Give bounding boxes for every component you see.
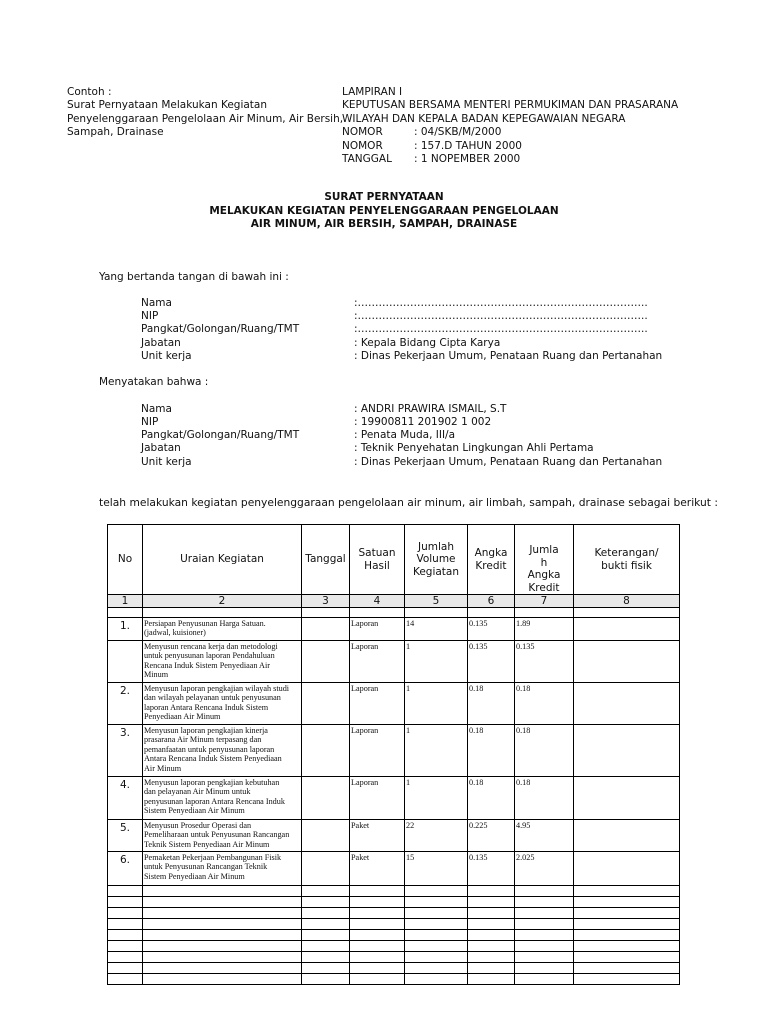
empty-cell [574,930,680,941]
empty-cell [574,897,680,908]
header-left-line: Sampah, Drainase [67,126,164,139]
field-value: : Teknik Penyehatan Lingkungan Ahli Pertama [354,442,594,454]
header-line: Kredit [475,559,507,572]
empty-cell [108,908,143,919]
table-header-row [108,525,680,595]
field-label: Pangkat/Golongan/Ruang/TMT [141,429,300,441]
keterangan-cell [574,641,680,683]
header-line: Volume [416,553,456,566]
header-line: Uraian Kegiatan [180,553,264,566]
keterangan-cell [574,852,680,886]
keputusan-line: KEPUTUSAN BERSAMA MENTERI PERMUKIMAN DAN PRASARANA [342,99,679,112]
jumlah-cell: 0.18 [515,683,574,725]
empty-cell [405,608,468,618]
empty-rows [108,886,680,985]
empty-cell [515,952,574,963]
column-number-row [108,595,680,608]
empty-cell [302,941,350,952]
keputusan-line: WILAYAH DAN KEPALA BADAN KEPEGAWAIAN NEGARA [342,112,626,125]
volume-cell: 1 [405,683,468,725]
empty-cell [515,963,574,974]
title-line: MELAKUKAN KEGIATAN PENYELENGGARAAN PENGELOLAAN [209,204,559,217]
lampiran-label: LAMPIRAN I [342,86,403,98]
empty-row [108,886,680,897]
row-number: 1. [108,618,143,641]
empty-row [108,919,680,930]
empty-cell [302,974,350,985]
empty-cell [350,908,405,919]
empty-cell [468,974,515,985]
header-right [342,86,678,166]
empty-cell [302,886,350,897]
empty-cell [108,941,143,952]
empty-cell [350,886,405,897]
empty-cell [468,941,515,952]
ref-value: : 157.D TAHUN 2000 [414,139,522,152]
jumlah-cell: 0.135 [515,641,574,683]
jumlah-cell: 4.95 [515,820,574,852]
uraian-cell: Persiapan Penyusunan Harga Satuan. (jadwal, kuisioner) [143,618,302,641]
spacer-row [108,608,680,618]
volume-cell: 15 [405,852,468,886]
ref-value: : 04/SKB/M/2000 [414,126,502,139]
empty-cell [143,897,302,908]
field-label: Jabatan [141,337,181,349]
header-line: Tanggal [305,553,346,566]
empty-cell [350,930,405,941]
field-value: :……………………………………………………………………….. [354,297,648,309]
empty-cell [468,608,515,618]
satuan-cell: Laporan [350,641,405,683]
header-tanggal [302,525,350,595]
empty-cell [574,608,680,618]
empty-cell [143,941,302,952]
header-volume [405,525,468,595]
tanggal-cell [302,852,350,886]
empty-cell [302,919,350,930]
empty-cell [108,897,143,908]
column-number: 4 [350,595,405,608]
field-value: : 19900811 201902 1 002 [354,416,492,428]
header-angka [468,525,515,595]
title-line: AIR MINUM, AIR BERSIH, SAMPAH, DRAINASE [250,218,518,230]
angka-cell: 0.135 [468,618,515,641]
empty-cell [515,930,574,941]
empty-cell [302,908,350,919]
empty-cell [405,974,468,985]
field-value: : ANDRI PRAWIRA ISMAIL, S.T [354,403,507,415]
empty-cell [468,919,515,930]
field-label: NIP [141,416,159,428]
empty-row [108,974,680,985]
nomor-row [342,140,678,153]
keterangan-cell [574,683,680,725]
header-satuan [350,525,405,595]
empty-cell [108,930,143,941]
field-label: Nama [141,403,172,415]
header-line: h [540,556,548,569]
empty-cell [574,952,680,963]
activities-table [107,524,680,985]
satuan-cell: Paket [350,820,405,852]
document-title [0,191,768,232]
empty-cell [405,952,468,963]
intro-text: Yang bertanda tangan di bawah ini : [99,271,289,283]
empty-cell [515,608,574,618]
empty-cell [405,941,468,952]
table-row [108,852,680,886]
empty-cell [405,963,468,974]
header-jumlah [515,525,574,595]
empty-cell [515,897,574,908]
empty-cell [108,963,143,974]
empty-cell [468,930,515,941]
uraian-cell: Menyusun rencana kerja dan metodologi untuk penyusunan laporan Pendahuluan Rencana Induk Sistem Penyediaan Air Minum [143,641,302,683]
empty-cell [515,941,574,952]
column-number: 8 [574,595,680,608]
header-line: No [117,553,133,566]
table-row [108,641,680,683]
header-left-line: Penyelenggaraan Pengelolaan Air Minum, Air Bersih, [67,112,344,125]
uraian-cell: Menyusun laporan pengkajian kinerja prasarana Air Minum terpasang dan pemanfaatan untuk penyusunan laporan Antara Rencana Induk Sistem Penyediaan Air Minum [143,725,302,777]
row-number [108,641,143,683]
empty-cell [302,952,350,963]
header-line: Kredit [528,581,560,594]
empty-cell [574,908,680,919]
empty-cell [143,974,302,985]
table-row [108,725,680,777]
row-number: 6. [108,852,143,886]
volume-cell: 1 [405,777,468,820]
jumlah-cell: 2.025 [515,852,574,886]
empty-cell [468,886,515,897]
satuan-cell: Laporan [350,725,405,777]
header-no [108,525,143,595]
volume-cell: 22 [405,820,468,852]
angka-cell: 0.225 [468,820,515,852]
statement-text: Menyatakan bahwa : [99,376,209,388]
header-line: Satuan [358,547,396,559]
tanggal-cell [302,618,350,641]
field-label: Unit kerja [141,456,192,468]
header-line: bukti fisik [601,559,652,572]
keterangan-cell [574,725,680,777]
header-line: Jumlah [418,540,454,553]
empty-row [108,963,680,974]
field-value: :……………………………………………………………………….. [354,323,648,335]
tanggal-cell [302,725,350,777]
empty-cell [468,897,515,908]
empty-cell [350,952,405,963]
row-number: 5. [108,820,143,852]
empty-cell [350,974,405,985]
empty-cell [143,952,302,963]
column-number: 3 [302,595,350,608]
column-number: 2 [143,595,302,608]
empty-cell [302,930,350,941]
volume-cell: 1 [405,641,468,683]
tanggal-cell [302,820,350,852]
header-left [67,86,343,140]
empty-cell [108,974,143,985]
uraian-cell: Menyusun laporan pengkajian wilayah studi dan wilayah pelayanan untuk penyusunan laporan Antara Rencana Induk Sistem Penyediaan Air Minum [143,683,302,725]
satuan-cell: Laporan [350,683,405,725]
empty-cell [143,886,302,897]
field-value: :……………………………………………………………………….. [354,310,648,322]
empty-cell [515,908,574,919]
field-label: Unit kerja [141,350,192,362]
jumlah-cell: 0.18 [515,725,574,777]
empty-row [108,930,680,941]
empty-row [108,941,680,952]
table-row [108,683,680,725]
keterangan-cell [574,777,680,820]
header-left-line: Surat Pernyataan Melakukan Kegiatan [67,99,268,112]
table-row [108,618,680,641]
jumlah-cell: 1.89 [515,618,574,641]
header-line: Keterangan/ [594,547,659,559]
empty-cell [350,941,405,952]
empty-cell [302,963,350,974]
column-number: 1 [108,595,143,608]
header-line: Jumla [529,544,559,556]
empty-cell [574,941,680,952]
empty-row [108,897,680,908]
empty-cell [574,886,680,897]
empty-cell [468,908,515,919]
header-line: Angka [474,547,508,559]
empty-cell [302,897,350,908]
empty-cell [574,919,680,930]
table-row [108,820,680,852]
empty-cell [405,897,468,908]
empty-cell [350,919,405,930]
empty-cell [108,952,143,963]
empty-cell [350,897,405,908]
field-value: : Dinas Pekerjaan Umum, Penataan Ruang dan Pertanahan [354,456,663,468]
empty-cell [143,608,302,618]
field-value: : Penata Muda, III/a [354,429,456,441]
empty-cell [108,919,143,930]
column-number: 5 [405,595,468,608]
empty-cell [574,974,680,985]
field-label: Jabatan [141,442,181,454]
column-number: 7 [515,595,574,608]
empty-cell [108,608,143,618]
empty-cell [468,952,515,963]
keterangan-cell [574,618,680,641]
empty-cell [515,974,574,985]
empty-cell [143,919,302,930]
uraian-cell: Pemaketan Pekerjaan Pembangunan Fisik untuk Penyusunan Rancangan Teknik Sistem Penyediaan Air Minum [143,852,302,886]
title-line: SURAT PERNYATAAN [324,191,444,203]
empty-cell [405,930,468,941]
row-number: 2. [108,683,143,725]
nomor-row [342,126,678,139]
header-uraian [143,525,302,595]
angka-cell: 0.135 [468,852,515,886]
empty-cell [143,908,302,919]
empty-cell [405,908,468,919]
empty-cell [515,919,574,930]
tanggal-cell [302,683,350,725]
header-line: Kegiatan [412,565,460,578]
empty-row [108,952,680,963]
tanggal-cell [302,641,350,683]
empty-cell [405,919,468,930]
angka-cell: 0.18 [468,683,515,725]
tanggal-cell [302,777,350,820]
angka-cell: 0.18 [468,725,515,777]
uraian-cell: Menyusun Prosedur Operasi dan Pemeliharaan untuk Penyusunan Rancangan Teknik Sistem Penyediaan Air Minum [143,820,302,852]
header-line: Hasil [364,559,390,572]
empty-cell [143,930,302,941]
header-line: Angka [527,569,561,581]
satuan-cell: Paket [350,852,405,886]
field-value: : Dinas Pekerjaan Umum, Penataan Ruang dan Pertanahan [354,350,663,362]
satuan-cell: Laporan [350,777,405,820]
satuan-cell: Laporan [350,618,405,641]
angka-cell: 0.18 [468,777,515,820]
empty-cell [302,608,350,618]
field-label: Nama [141,297,172,309]
empty-row [108,908,680,919]
ref-value: : 1 NOPEMBER 2000 [414,153,521,166]
empty-cell [515,886,574,897]
header-left-line: Contoh : [67,86,112,98]
header-keterangan [574,525,680,595]
empty-cell [143,963,302,974]
empty-cell [468,963,515,974]
empty-cell [405,886,468,897]
jumlah-cell: 0.18 [515,777,574,820]
empty-cell [350,963,405,974]
field-label: NIP [141,310,159,322]
ref-label: NOMOR [342,126,383,139]
volume-cell: 1 [405,725,468,777]
column-number: 6 [468,595,515,608]
empty-cell [574,963,680,974]
table-row [108,777,680,820]
angka-cell: 0.135 [468,641,515,683]
ref-label: NOMOR [342,139,383,152]
tanggal-row [342,153,678,166]
row-number: 4. [108,777,143,820]
uraian-cell: Menyusun laporan pengkajian kebutuhan dan pelayanan Air Minum untuk penyusunan laporan Antara Rencana Induk Sistem Penyediaan Air Minum [143,777,302,820]
empty-cell [350,608,405,618]
field-value: : Kepala Bidang Cipta Karya [354,337,501,349]
keterangan-cell [574,820,680,852]
field-label: Pangkat/Golongan/Ruang/TMT [141,323,300,335]
body-text: telah melakukan kegiatan penyelenggaraan pengelolaan air minum, air limbah, sampah, drainase sebagai berikut : [99,496,718,509]
empty-cell [108,886,143,897]
ref-label: TANGGAL [342,153,392,166]
volume-cell: 14 [405,618,468,641]
row-number: 3. [108,725,143,777]
